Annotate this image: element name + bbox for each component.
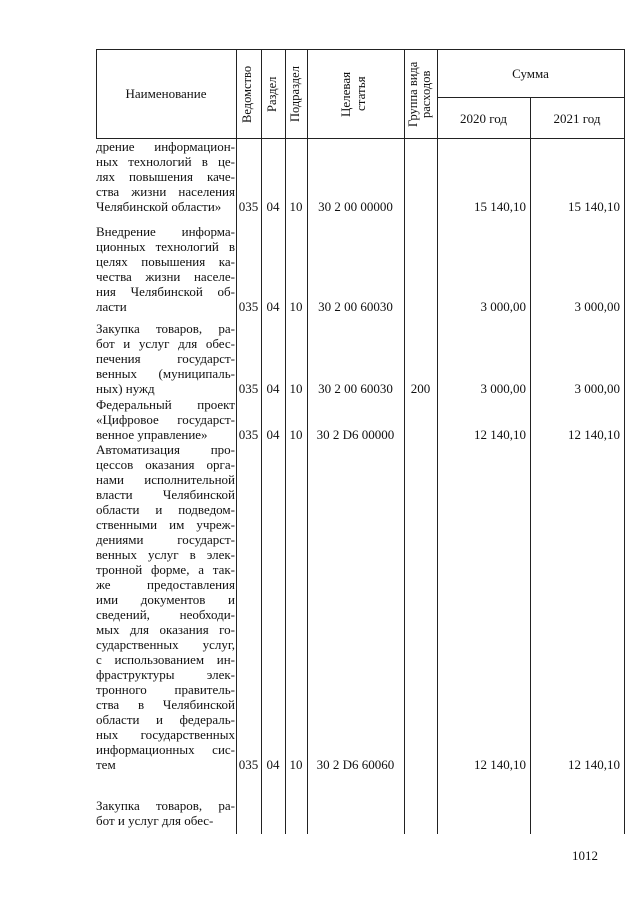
row-sum-2021: 12 140,10 [568,757,620,772]
page-number: 1012 [572,848,598,863]
row-razdel: 04 [266,757,280,772]
row-gruppa: 200 [410,381,431,396]
row-name-line: сударственных услуг, [96,637,235,652]
row-name-line: тронного правитель- [96,682,235,697]
row-vedomstvo: 035 [238,427,259,442]
header-year-2021: 2021 год [553,111,601,126]
col-divider-cs [404,49,405,834]
row-name-line: Автоматизация про- [96,442,235,457]
row-razdel: 04 [266,427,280,442]
header-summa: Сумма [512,66,549,81]
row-name-line: ционных технологий в [96,239,235,254]
row-name-line: информационных сис- [96,742,235,757]
row-sum-2021: 3 000,00 [574,299,620,314]
row-name-line: «Цифровое государст- [96,412,235,427]
row-name [96,224,235,314]
row-podrazdel: 10 [289,199,303,214]
row-name [96,139,235,214]
row-name-line: тронной форме, а так- [96,562,235,577]
row-name [96,442,235,772]
row-name-line: лях повышения каче- [96,169,235,184]
row-name-line: печения государст- [96,351,235,366]
row-name-line: бот и услуг для обес- [96,336,235,351]
header-gruppa [407,52,435,136]
row-name [96,321,235,396]
row-name-line: ния Челябинской об- [96,284,235,299]
row-razdel: 04 [266,199,280,214]
header-name: Наименование [125,86,207,101]
row-name-line: венных услуг в элек- [96,547,235,562]
row-name-line: фраструктуры элек- [96,667,235,682]
row-razdel: 04 [266,299,280,314]
row-podrazdel: 10 [289,381,303,396]
row-sum-2021: 12 140,10 [568,427,620,442]
header-podrazdel: Подраздел [288,66,302,122]
row-name-line: Внедрение информа- [96,224,235,239]
row-name-line: венное управление» [96,427,208,442]
row-name-line: с использованием ин- [96,652,235,667]
row-name-line: ства в Челябинской [96,697,235,712]
row-sum-2020: 12 140,10 [474,757,526,772]
row-sum-2020: 15 140,10 [474,199,526,214]
row-name-line: целях повышения ка- [96,254,235,269]
header-celevaya-statya [338,52,370,136]
row-name-line: ства жизни населения [96,184,235,199]
row-razdel: 04 [266,381,280,396]
row-name-line: дениями государст- [96,532,235,547]
row-celevaya-statya: 30 2 D6 00000 [316,427,395,442]
row-sum-2021: 3 000,00 [574,381,620,396]
header-celevaya-statya-text: Целевая статья [338,71,368,117]
row-vedomstvo: 035 [238,381,259,396]
header-year-2020: 2020 год [460,111,507,126]
row-name [96,798,235,828]
row-sum-2020: 3 000,00 [480,381,526,396]
row-podrazdel: 10 [289,757,303,772]
row-name-line: области и федераль- [96,712,235,727]
row-name-line: ственными им учреж- [96,517,235,532]
row-name-line: Челябинской области» [96,199,222,214]
header-vedomstvo: Ведомство [240,65,254,123]
row-name-line: бот и услуг для обес- [96,813,214,828]
table-top-border [96,49,624,50]
row-name-line: цессов оказания орга- [96,457,235,472]
row-name-line: мых для оказания го- [96,622,235,637]
row-name-line: Закупка товаров, ра- [96,321,235,336]
row-name-line: венных (муниципаль- [96,366,235,381]
header-gruppa-text: Группа вида расходов [406,61,433,127]
row-name-line: области и подведом- [96,502,235,517]
row-vedomstvo: 035 [238,299,259,314]
row-celevaya-statya: 30 2 00 60030 [318,381,393,396]
row-podrazdel: 10 [289,427,303,442]
row-celevaya-statya: 30 2 D6 60060 [316,757,395,772]
row-name-line: Закупка товаров, ра- [96,798,235,813]
row-name-line: ими документов и [96,592,235,607]
row-celevaya-statya: 30 2 00 60030 [318,299,393,314]
row-name-line: ласти [96,299,127,314]
header-razdel: Раздел [265,76,279,112]
row-name-line: власти Челябинской [96,487,235,502]
row-name-line: тем [96,757,116,772]
row-name-line: Федеральный проект [96,397,235,412]
row-vedomstvo: 035 [238,757,259,772]
row-name-line: чества жизни населе- [96,269,235,284]
row-name-line: ных государственных [96,727,235,742]
row-name-line: ных) нужд [96,381,155,396]
row-sum-2020: 3 000,00 [480,299,526,314]
row-podrazdel: 10 [289,299,303,314]
row-name-line: же предоставления [96,577,235,592]
row-name-line: нами исполнительной [96,472,235,487]
row-sum-2021: 15 140,10 [568,199,620,214]
row-name [96,397,235,442]
row-name-line: сведений, необходи- [96,607,235,622]
row-name-line: дрение информацион- [96,139,235,154]
row-celevaya-statya: 30 2 00 00000 [318,199,393,214]
row-name-line: ных технологий в це- [96,154,235,169]
row-vedomstvo: 035 [238,199,259,214]
row-sum-2020: 12 140,10 [474,427,526,442]
table-right-border [624,49,625,834]
